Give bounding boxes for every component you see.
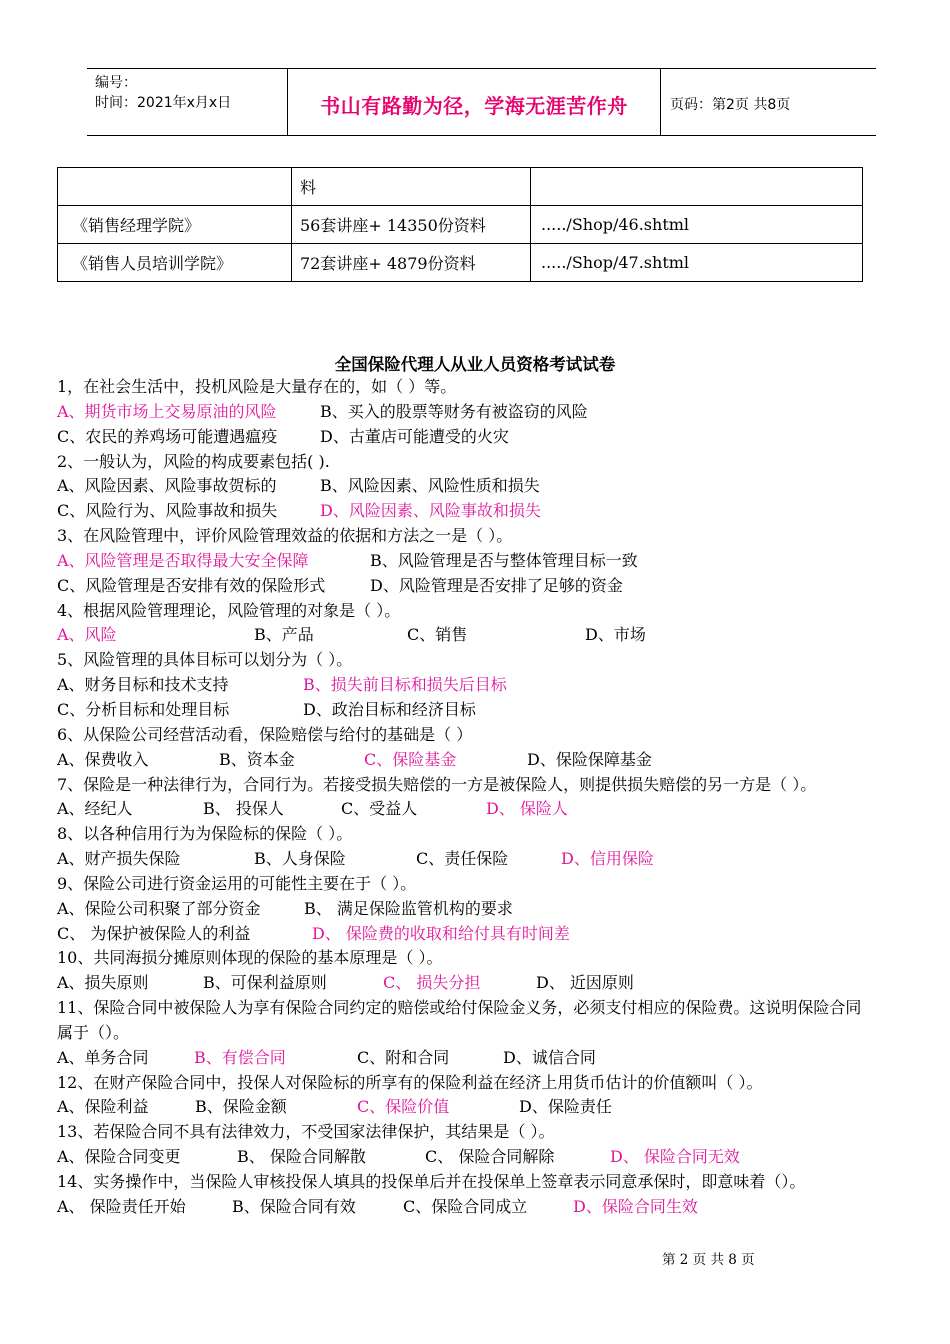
exam-line: [57, 1120, 907, 1145]
question-text: 13、若保险合同不具有法律效力，不受国家法律保护，其结果是（ ）。: [57, 1122, 555, 1142]
answer-option: B、买入的股票等财务有被盗窃的风险: [320, 401, 588, 421]
question-text: 10、共同海损分摊原则体现的保险的基本原理是（ ）。: [57, 948, 443, 968]
exam-line: [57, 1021, 907, 1046]
answer-option: B、保险合同有效: [232, 1196, 356, 1216]
table-cell: 《销售人员培训学院》: [58, 244, 292, 282]
answer-option: A、保险利益: [57, 1097, 149, 1117]
exam-line: [57, 971, 907, 996]
exam-line: [57, 1170, 907, 1195]
answer-option: A、损失原则: [57, 973, 149, 993]
exam-line: [57, 723, 907, 748]
table-cell: 56套讲座+ 14350份资料: [292, 206, 531, 244]
answer-option: A、单务合同: [57, 1047, 149, 1067]
exam-line: [57, 549, 907, 574]
answer-option: B、风险因素、风险性质和损失: [320, 476, 540, 496]
answer-option: C、 为保护被保险人的利益: [57, 923, 251, 943]
question-text: 属于（）。: [57, 1022, 130, 1042]
exam-line: [57, 897, 907, 922]
exam-line: [57, 524, 907, 549]
question-text: 3、在风险管理中，评价风险管理效益的依据和方法之一是（ ）。: [57, 526, 513, 546]
answer-option: A、财产损失保险: [57, 849, 181, 869]
answer-option: B、 保险合同解散: [237, 1147, 366, 1167]
answer-option-highlighted: B、有偿合同: [194, 1047, 286, 1067]
exam-line: [57, 499, 907, 524]
exam-line: [57, 1071, 907, 1096]
exam-line: [57, 1095, 907, 1120]
answer-option-highlighted: A、风险管理是否取得最大安全保障: [57, 550, 309, 570]
exam-line: [57, 922, 907, 947]
question-text: 12、在财产保险合同中，投保人对保险标的所享有的保险利益在经济上用货币估计的价值额叫（ ）。: [57, 1072, 763, 1092]
answer-option: B、产品: [254, 625, 314, 645]
question-text: 9、保险公司进行资金运用的可能性主要在于（ ）。: [57, 873, 417, 893]
table-cell: 料: [292, 168, 531, 206]
exam-line: [57, 400, 907, 425]
question-text: 14、实务操作中，当保险人审核投保人填具的投保单后并在投保单上签章表示同意承保时，即意味着（）。: [57, 1172, 806, 1191]
answer-option: B、保险金额: [195, 1097, 287, 1117]
answer-option-highlighted: D、 保险费的收取和给付具有时间差: [312, 923, 570, 943]
answer-option-highlighted: C、保险基金: [364, 749, 457, 769]
question-text: 1，在社会生活中，投机风险是大量存在的，如（ ）等。: [57, 377, 457, 396]
answer-option: D、诚信合同: [503, 1047, 596, 1067]
question-text: 8、以各种信用行为为保险标的保险（ ）。: [57, 824, 353, 844]
answer-option: C、农民的养鸡场可能遭遇瘟疫: [57, 426, 278, 446]
exam-line: [57, 946, 907, 971]
table-cell: [531, 168, 863, 206]
footer-page-number: 第 2 页 共 8 页: [662, 1252, 755, 1268]
exam-line: [57, 648, 907, 673]
answer-option: D、保险责任: [519, 1097, 612, 1117]
answer-option: C、 保险合同解除: [425, 1147, 555, 1167]
answer-option: C、销售: [407, 625, 468, 645]
exam-line: [57, 872, 907, 897]
exam-line: [57, 748, 907, 773]
answer-option-highlighted: D、 保险人: [486, 799, 568, 819]
answer-option: A、保费收入: [57, 749, 149, 769]
date-label: 时间：2021年x月x日: [95, 95, 232, 111]
answer-option-highlighted: A、风险: [57, 625, 117, 645]
answer-option: A、风险因素、风险事故贺标的: [57, 476, 277, 496]
header-motto: 书山有路勤为径，学海无涯苦作舟: [320, 94, 628, 118]
answer-option: C、风险行为、风险事故和损失: [57, 501, 278, 521]
question-text: 11、保险合同中被保险人为享有保险合同约定的赔偿或给付保险金义务，必须支付相应的保险费。这说明保险合同: [57, 998, 862, 1018]
header-bottom-rule: [87, 135, 876, 136]
header-page-label: 页码：第2页 共8页: [670, 97, 791, 113]
answer-option: D、政治目标和经济目标: [303, 699, 476, 719]
question-text: 6、从保险公司经营活动看，保险赔偿与给付的基础是（ ）: [57, 724, 473, 744]
header-top-rule: [87, 68, 876, 69]
answer-option: B、风险管理是否与整体管理目标一致: [370, 550, 638, 570]
exam-line: [57, 698, 907, 723]
exam-line: [57, 822, 907, 847]
answer-option: A、 保险责任开始: [57, 1196, 186, 1216]
answer-option: C、风险管理是否安排有效的保险形式: [57, 575, 326, 595]
question-text: 5、风险管理的具体目标可以划分为（ ）。: [57, 650, 353, 670]
question-text: 4、根据风险管理理论，风险管理的对象是（ ）。: [57, 600, 401, 620]
table-row: [58, 206, 863, 244]
answer-option: A、保险合同变更: [57, 1147, 181, 1167]
exam-line: [57, 474, 907, 499]
answer-option: C、保险合同成立: [403, 1196, 528, 1216]
exam-line: [57, 425, 907, 450]
answer-option: B、可保利益原则: [203, 973, 327, 993]
answer-option: D、 近因原则: [536, 973, 634, 993]
answer-option: A、保险公司积聚了部分资金: [57, 898, 261, 918]
answer-option: C、附和合同: [357, 1047, 450, 1067]
exam-title: 全国保险代理人从业人员资格考试试卷: [334, 355, 616, 374]
answer-option-highlighted: D、信用保险: [561, 849, 654, 869]
answer-option: B、 投保人: [203, 799, 284, 819]
exam-line: [57, 773, 907, 798]
table-cell: 72套讲座+ 4879份资料: [292, 244, 531, 282]
answer-option-highlighted: D、保险合同生效: [573, 1196, 698, 1216]
exam-line: [57, 1195, 907, 1220]
answer-option: B、人身保险: [254, 849, 346, 869]
answer-option: D、风险管理是否安排了足够的资金: [370, 575, 623, 595]
answer-option: D、古董店可能遭受的火灾: [320, 426, 509, 446]
exam-line: [57, 847, 907, 872]
table-row: [58, 168, 863, 206]
table-cell: ...../Shop/46.shtml: [531, 206, 863, 244]
serial-number-label: 编号：: [95, 75, 137, 91]
answer-option: C、分析目标和处理目标: [57, 699, 230, 719]
question-text: 2、一般认为，风险的构成要素包括( ).: [57, 451, 330, 471]
answer-option: D、市场: [585, 625, 646, 645]
answer-option-highlighted: C、保险价值: [357, 1097, 450, 1117]
exam-line: [57, 673, 907, 698]
table-row: [58, 244, 863, 282]
answer-option: B、资本金: [219, 749, 295, 769]
answer-option: C、责任保险: [416, 849, 509, 869]
exam-line: [57, 450, 907, 475]
exam-line: [57, 574, 907, 599]
answer-option-highlighted: B、损失前目标和损失后目标: [303, 675, 507, 695]
exam-line: [57, 375, 907, 400]
answer-option: A、经纪人: [57, 799, 133, 819]
resource-table: [57, 167, 863, 282]
table-cell: ...../Shop/47.shtml: [531, 244, 863, 282]
answer-option: C、受益人: [341, 799, 418, 819]
question-text: 7、保险是一种法律行为，合同行为。若接受损失赔偿的一方是被保险人，则提供损失赔偿的另一方是（ ）。: [57, 774, 817, 794]
answer-option-highlighted: C、 损失分担: [383, 973, 481, 993]
exam-line: [57, 623, 907, 648]
exam-line: [57, 1145, 907, 1170]
answer-option-highlighted: D、 保险合同无效: [610, 1147, 740, 1167]
header-divider-right: [660, 68, 661, 136]
table-cell: 《销售经理学院》: [58, 206, 292, 244]
exam-line: [57, 599, 907, 624]
answer-option-highlighted: D、风险因素、风险事故和损失: [320, 501, 541, 521]
answer-option: B、 满足保险监管机构的要求: [304, 898, 513, 918]
exam-line: [57, 1046, 907, 1071]
exam-line: [57, 797, 907, 822]
answer-option: A、财务目标和技术支持: [57, 675, 229, 695]
answer-option-highlighted: A、期货市场上交易原油的风险: [57, 401, 277, 421]
table-cell: [58, 168, 292, 206]
exam-line: [57, 996, 907, 1021]
exam-body: [57, 375, 907, 1220]
answer-option: D、保险保障基金: [527, 749, 652, 769]
